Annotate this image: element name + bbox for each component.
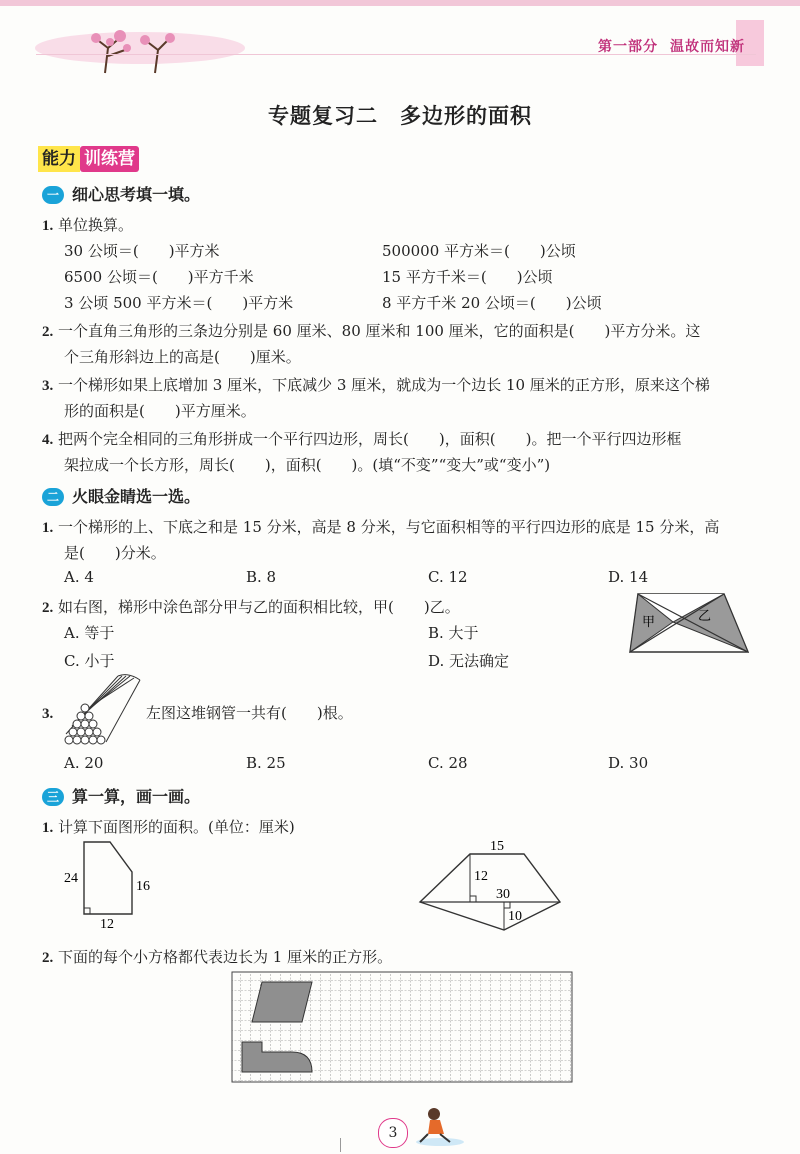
s3q1-number: 1. xyxy=(42,820,54,836)
page-number: 3 xyxy=(378,1118,408,1148)
s1q1-r2b: 15 平方千米＝( )公顷 xyxy=(382,268,553,286)
s2q2-option-a[interactable]: A. 等于 xyxy=(64,624,115,642)
section3-heading xyxy=(42,784,200,807)
section3-title: 算一算，画一画。 xyxy=(72,787,201,806)
s2q1-option-d[interactable]: D. 14 xyxy=(608,568,649,586)
s2q2-text: 如右图，梯形中涂色部分甲与乙的面积相比较，甲( )乙。 xyxy=(58,598,460,616)
section1-number: 一 xyxy=(42,186,64,204)
trapezoid-figure xyxy=(628,592,752,654)
s1q1-text: 单位换算。 xyxy=(58,216,134,234)
s2q2-option-b[interactable]: B. 大于 xyxy=(428,624,479,642)
s3q2-text: 下面的每个小方格都代表边长为 1 厘米的正方形。 xyxy=(58,948,393,966)
s1q3-l1 xyxy=(42,374,710,395)
s1q3-number: 3. xyxy=(42,378,54,394)
s2q2-number: 2. xyxy=(42,600,54,616)
header-motto: 温故而知新 xyxy=(670,39,745,55)
fig1-left-label: 24 xyxy=(64,871,78,886)
badge-right: 训练营 xyxy=(80,146,139,172)
s2q1-option-c[interactable]: C. 12 xyxy=(428,568,468,586)
fig1-bottom-label: 12 xyxy=(100,917,114,932)
s1q3-l2: 形的面积是( )平方厘米。 xyxy=(64,402,256,420)
s1q4-l1 xyxy=(42,428,681,449)
s1q4-l2: 架拉成一个长方形，周长( )，面积( )。(填“不变”“变大”或“变小”) xyxy=(64,456,551,474)
s1q1-number: 1. xyxy=(42,218,54,234)
s2q2-line xyxy=(42,596,460,617)
s2q3-option-a[interactable]: A. 20 xyxy=(64,754,104,772)
s1q1-r3a: 3 公顷 500 平方米＝( )平方米 xyxy=(64,294,294,312)
s2q1-option-a[interactable]: A. 4 xyxy=(64,568,94,586)
s1q2-l2: 个三角形斜边上的高是( )厘米。 xyxy=(64,348,301,366)
s2q1-number: 1. xyxy=(42,520,54,536)
s2q3-number xyxy=(42,704,53,723)
footer-tick xyxy=(340,1138,341,1152)
section1-heading xyxy=(42,182,200,205)
fig2-top-label: 15 xyxy=(490,839,504,854)
s2q2-option-c[interactable]: C. 小于 xyxy=(64,652,115,670)
s1q2-text1: 一个直角三角形的三条边分别是 60 厘米、80 厘米和 100 厘米，它的面积是( )平方分米。这 xyxy=(58,322,701,340)
s1q1-line xyxy=(42,214,133,235)
label-jia: 甲 xyxy=(642,615,656,630)
page-title: 专题复习二 多边形的面积 xyxy=(268,104,532,128)
s3q1-text: 计算下面图形的面积。(单位：厘米) xyxy=(58,818,295,836)
s1q1-r2a: 6500 公顷＝( )平方千米 xyxy=(64,268,254,286)
s1q3-text1: 一个梯形如果上底增加 3 厘米，下底减少 3 厘米，就成为一个边长 10 厘米的正方形，原来这个梯 xyxy=(58,376,710,394)
fig2-h2-label: 10 xyxy=(508,909,522,924)
steel-pipes-figure xyxy=(62,672,144,748)
label-yi: 乙 xyxy=(698,609,712,624)
s2q1-text1: 一个梯形的上、下底之和是 15 分米，高是 8 分米，与它面积相等的平行四边形的底是 15 分米，高 xyxy=(58,518,720,536)
fig2-h1-label: 12 xyxy=(474,869,488,884)
composite-shape-figure xyxy=(414,830,574,940)
s2q3-option-d[interactable]: D. 30 xyxy=(608,754,649,772)
header-part-label: 第一部分 xyxy=(598,39,658,55)
s2q1-l1 xyxy=(42,516,719,537)
s2q1-l2: 是( )分米。 xyxy=(64,544,166,562)
skater-icon xyxy=(410,1106,466,1148)
trapezoid-area-figure xyxy=(60,836,170,932)
s3q2-number: 2. xyxy=(42,950,54,966)
section2-heading xyxy=(42,484,200,507)
s2q1-option-b[interactable]: B. 8 xyxy=(246,568,277,586)
s1q2-l1 xyxy=(42,320,700,341)
s1q4-number: 4. xyxy=(42,432,54,448)
section2-number: 二 xyxy=(42,488,64,506)
fig1-right-label: 16 xyxy=(136,879,150,894)
section2-title: 火眼金睛选一选。 xyxy=(72,487,201,506)
s2q2-option-d[interactable]: D. 无法确定 xyxy=(428,652,510,670)
s2q3-option-b[interactable]: B. 25 xyxy=(246,754,286,772)
s3q2-line xyxy=(42,946,392,967)
fig2-mid-label: 30 xyxy=(496,887,510,902)
s1q4-text1: 把两个完全相同的三角形拼成一个平行四边形，周长( )，面积( )。把一个平行四边形框 xyxy=(58,430,682,448)
header-part xyxy=(586,36,745,56)
s1q1-r1b: 500000 平方米＝( )公顷 xyxy=(382,242,576,260)
s1q1-r1a: 30 公顷＝( )平方米 xyxy=(64,242,220,260)
badge-left: 能力 xyxy=(38,146,80,172)
s2q3-num: 3. xyxy=(42,706,54,722)
section-badge xyxy=(38,146,139,172)
s3q1-line xyxy=(42,816,295,837)
tree-decoration-icon xyxy=(30,18,250,78)
s1q2-number: 2. xyxy=(42,324,54,340)
square-grid xyxy=(230,970,578,1086)
header-top-bar xyxy=(0,0,800,6)
s1q1-r3b: 8 平方千米 20 公顷＝( )公顷 xyxy=(382,294,602,312)
section1-title: 细心思考填一填。 xyxy=(72,185,201,204)
section3-number: 三 xyxy=(42,788,64,806)
s2q3-text: 左图这堆钢管一共有( )根。 xyxy=(146,704,353,722)
s2q3-option-c[interactable]: C. 28 xyxy=(428,754,468,772)
